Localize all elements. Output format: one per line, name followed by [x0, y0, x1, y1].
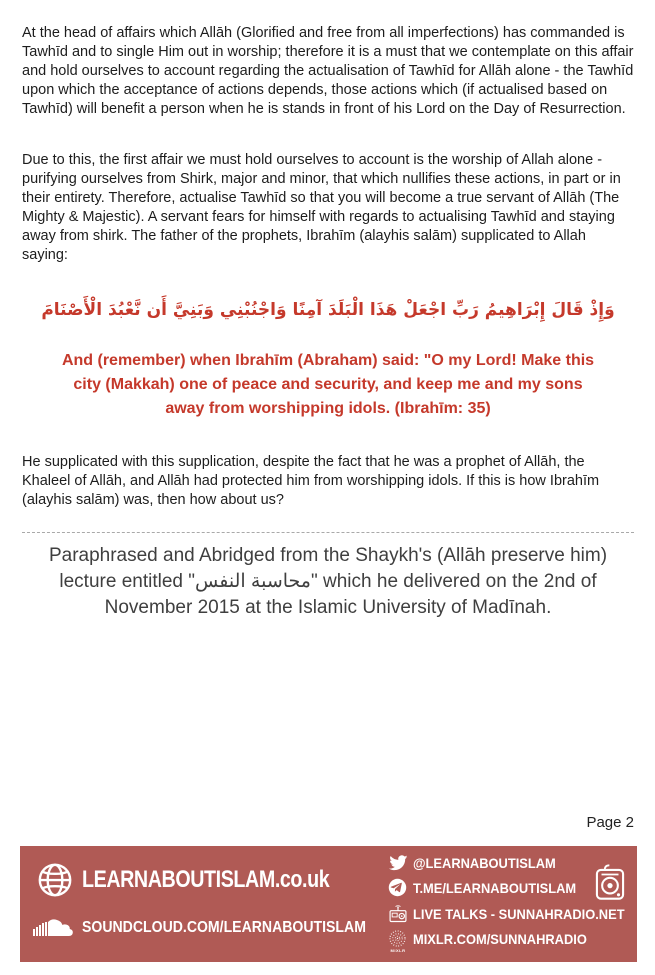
telegram-icon — [388, 878, 408, 898]
mixlr-icon — [388, 929, 408, 949]
paragraph-supplication: He supplicated with this supplication, despite the fact that he was a prophet of Allāh, the Khaleel of Allāh, and Allāh had protected him from worshipping idols. If this is how Ibrahīm (alayhis salām) was, then how about us? — [22, 454, 600, 508]
footer-banner — [20, 846, 637, 962]
page-number: Page 2 — [586, 814, 634, 831]
radio-player-icon — [593, 862, 627, 904]
website-link[interactable]: LEARNABOUTISLAM.co.uk — [82, 866, 330, 893]
twitter-icon — [388, 853, 408, 873]
quran-verse-arabic: وَإِذْ قَالَ إِبْرَاهِيمُ رَبِّ اجْعَلْ هَذَا الْبَلَدَ آمِنًا وَاجْنُبْنِي وَبَنِيَّ أَن نَّعْبُدَ الْأَصْنَامَ — [41, 300, 615, 320]
mixlr-caption: MIXLR — [390, 948, 406, 953]
soundcloud-icon — [33, 916, 77, 940]
sunnahradio-url: LIVE TALKS - SUNNAHRADIO.NET — [413, 906, 625, 922]
section-divider — [22, 532, 634, 533]
radio-icon — [388, 904, 408, 924]
twitter-handle: @LEARNABOUTISLAM — [413, 855, 556, 871]
globe-icon — [36, 861, 74, 899]
paragraph-first-affair: Due to this, the first affair we must hold ourselves to account is the worship of Allah alone - purifying ourselves from Shirk, major and minor, that which nullifies these actions, in part or in their entirety. Therefore, actualise Tawhīd so that you will become a true servant of Allāh (The Mighty & Majestic). A servant fears for himself with regards to actualising Tawhīd and staying away from shirk. The father of the prophets, Ibrahīm (alayhis salām) supplicated to Allah saying: — [22, 152, 621, 263]
paragraph-tawhid-intro: At the head of affairs which Allāh (Glorified and free from all imperfections) has commanded is Tawhīd and to single Him out in worship; therefore it is a must that we contemplate on this affair and hold ourselves to account regarding the actualisation of Tawhīd for Allāh alone - the Tawhīd upon which the acceptance of actions depends, those actions which (if actualised based on Tawhīd) will benefit a person when he is stands in front of his Lord on the Day of Resurrection. — [22, 25, 634, 117]
verse-translation: And (remember) when Ibrahīm (Abraham) said: "O my Lord! Make this city (Makkah) one of peace and security, and keep me and my sons away from worshipping idols. (Ibrahīm: 35) — [61, 352, 595, 417]
telegram-handle: T.ME/LEARNABOUTISLAM — [413, 880, 577, 896]
source-note: Paraphrased and Abridged from the Shaykh's (Allāh preserve him) lecture entitled "محاسبة النفس" which he delivered on the 2nd of November 2015 at the Islamic University of Madīnah. — [48, 545, 608, 618]
soundcloud-link[interactable]: SOUNDCLOUD.COM/LEARNABOUTISLAM — [82, 919, 366, 936]
document-body — [22, 24, 634, 621]
mixlr-url: MIXLR.COM/SUNNAHRADIO — [413, 931, 587, 947]
